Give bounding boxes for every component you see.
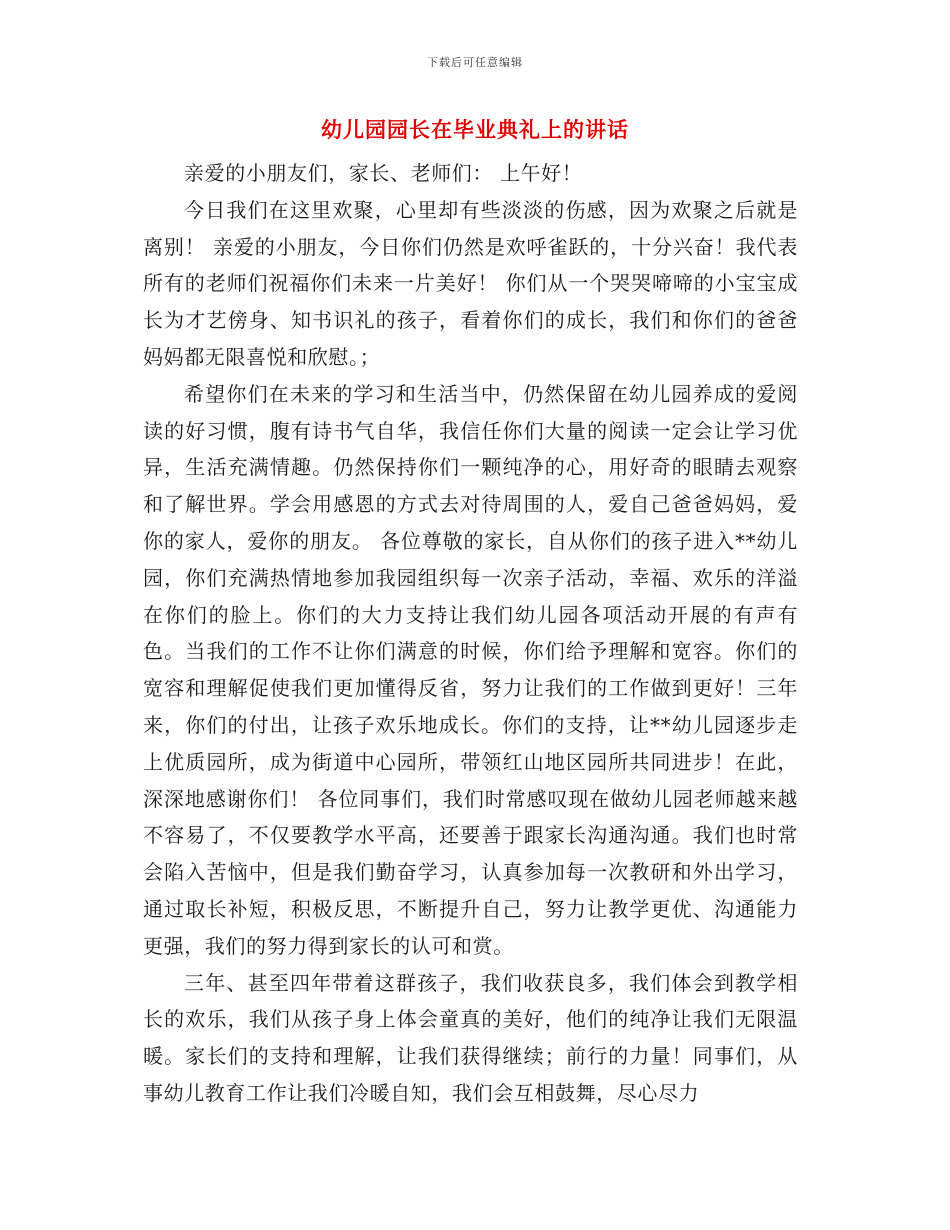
- paragraph-hopes-and-thanks: 希望你们在未来的学习和生活当中，仍然保留在幼儿园养成的爱阅读的好习惯，腹有诗书气自华，我信任你们大量的阅读一定会让学习优异，生活充满情趣。仍然保持你们一颗纯净的心，用好奇的眼睛去观察和了解世界。学会用感恩的方式去对待周围的人，爱自己爸爸妈妈，爱你的家人，爱你的朋友。 各位尊敬的家长，自从你们的孩子进入**幼儿园，你们充满热情地参加我园组织每一次亲子活动，幸福、欢乐的洋溢在你们的脸上。你们的大力支持让我们幼儿园各项活动开展的有声有色。当我们的工作不让你们满意的时候，你们给予理解和宽容。你们的宽容和理解促使我们更加懂得反省，努力让我们的工作做到更好！三年来，你们的付出，让孩子欢乐地成长。你们的支持，让**幼儿园逐步走上优质园所，成为街道中心园所，带领红山地区园所共同进步！在此，深深地感谢你们！ 各位同事们，我们时常感叹现在做幼儿园老师越来越不容易了，不仅要教学水平高，还要善于跟家长沟通沟通。我们也时常会陷入苦恼中，但是我们勤奋学习，认真参加每一次教研和外出学习，通过取长补短，积极反思，不断提升自己，努力让教学更优、沟通能力更强，我们的努力得到家长的认可和赏。: [143, 381, 798, 958]
- document-body: [143, 155, 798, 1112]
- header-note: 下载后可任意编辑: [427, 56, 523, 69]
- paragraph-greeting: 亲爱的小朋友们，家长、老师们： 上午好！: [184, 161, 583, 185]
- paragraph-farewell: 今日我们在这里欢聚，心里却有些淡淡的伤感，因为欢聚之后就是离别！ 亲爱的小朋友，今日你们仍然是欢呼雀跃的，十分兴奋！我代表所有的老师们祝福你们未来一片美好！ 你们从一个哭哭啼啼的小宝宝成长为才艺傍身、知书识礼的孩子，看着你们的成长，我们和你们的爸爸妈妈都无限喜悦和欣慰。；: [143, 197, 798, 369]
- paragraph-reflection: 三年、甚至四年带着这群孩子，我们收获良多，我们体会到教学相长的欢乐，我们从孩子身上体会童真的美好，他们的纯净让我们无限温暖。家长们的支持和理解，让我们获得继续；前行的力量！同事们，从事幼儿教育工作让我们冷暖自知，我们会互相鼓舞，尽心尽力: [143, 970, 798, 1105]
- page-title: 幼儿园园长在毕业典礼上的讲话: [321, 117, 629, 142]
